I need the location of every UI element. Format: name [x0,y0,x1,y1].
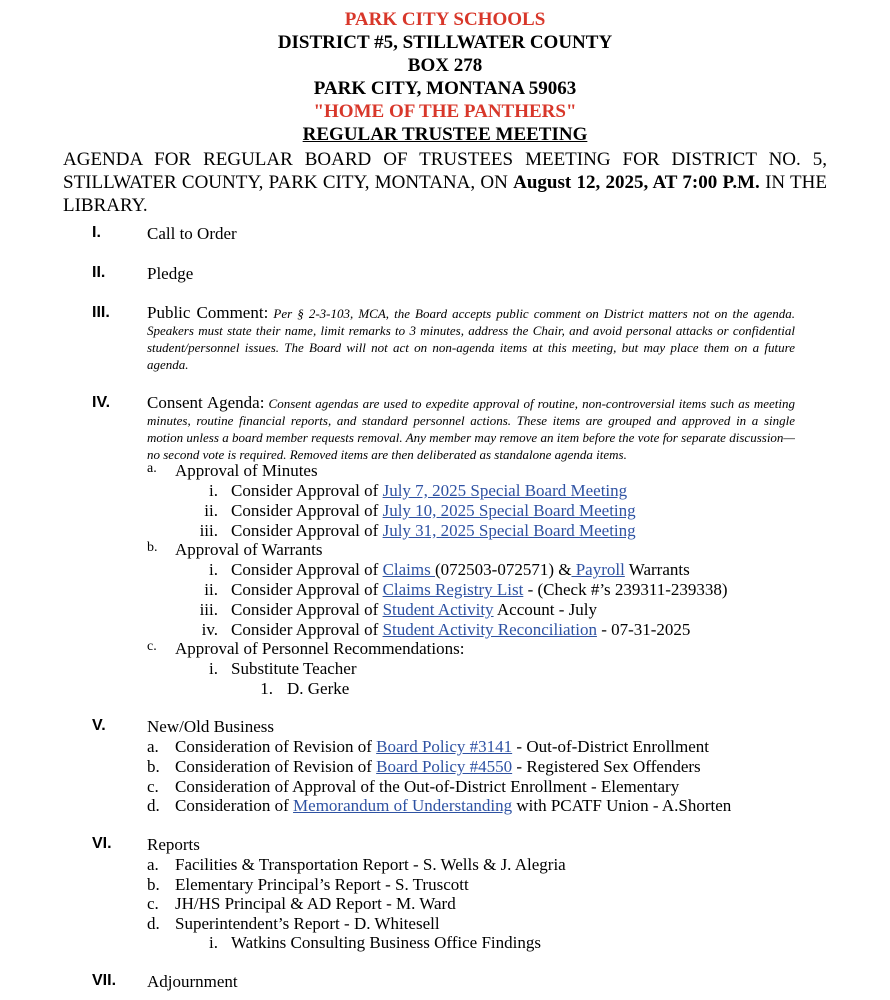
section-numeral: V. [92,717,106,734]
payroll-link[interactable]: Payroll [571,560,625,579]
section-numeral: I. [92,224,101,241]
consent-agenda-note: Consent agendas are used to expedite approval of routine, non-controversial items such as meeting minutes, routine financial reports, and standard personnel actions. These items are grouped and approved in a single motion unless a board member requests removal. Any member may remove an item before the vote for separate discussion—no second vote is required. Removed items are then deliberated as standalone agenda items. [147,396,795,462]
box-line: BOX 278 [407,55,483,76]
section-title: New/Old Business [147,717,275,736]
consent-agenda-paragraph [147,394,795,463]
district-line: DISTRICT #5, STILLWATER COUNTY [277,32,613,53]
minutes-link-july-7[interactable]: July 7, 2025 Special Board Meeting [382,481,628,500]
section-numeral: VII. [92,972,117,989]
memorandum-link[interactable]: Memorandum of Understanding [293,796,513,815]
subsection-title: Approval of Warrants [175,540,323,559]
board-policy-4550-link[interactable]: Board Policy #4550 [376,757,513,776]
agenda-intro [63,148,827,217]
section-numeral: VI. [92,835,112,852]
subsection-title: Approval of Personnel Recommendations: [175,639,465,658]
subsection-title: Approval of Minutes [175,461,318,480]
intro-location: IN THE LIBRARY. [63,172,827,216]
section-title: Adjournment [147,972,238,991]
school-name: PARK CITY SCHOOLS [344,9,546,30]
letterhead [0,0,890,146]
board-policy-3141-link[interactable]: Board Policy #3141 [376,737,513,756]
section-numeral: III. [92,304,110,321]
minutes-link-july-31[interactable]: July 31, 2025 Special Board Meeting [382,521,636,540]
meeting-date: August 12, 2025, AT 7:00 P.M. [513,172,760,193]
section-title: Reports [147,835,200,854]
minutes-link-july-10[interactable]: July 10, 2025 Special Board Meeting [382,501,636,520]
section-title: Call to Order [147,224,237,243]
public-comment-note: Per § 2-3-103, MCA, the Board accepts public comment on District matters not on the agenda. Speakers must state their name, limit remarks to 3 minutes, address the Chair, and avoid personal attacks or confidential student/personnel issues. The Board will not act on non-agenda items at this meeting, but may place them on a future agenda. [147,306,796,372]
student-activity-link[interactable]: Student Activity [382,600,494,619]
public-comment-paragraph [147,304,795,373]
section-title: Consent Agenda: [147,393,265,412]
intro-text: AGENDA FOR REGULAR BOARD OF TRUSTEES MEETING FOR DISTRICT NO. 5, STILLWATER COUNTY, PARK CITY, MONTANA, ON [63,149,827,193]
section-numeral: II. [92,264,106,281]
claims-link[interactable]: Claims [382,560,435,579]
section-numeral: IV. [92,394,111,411]
meeting-title: REGULAR TRUSTEE MEETING [302,124,588,145]
claims-registry-link[interactable]: Claims Registry List [382,580,524,599]
activity-reconciliation-link[interactable]: Student Activity Reconciliation [382,620,597,639]
section-title: Pledge [147,264,194,283]
city-line: PARK CITY, MONTANA 59063 [313,78,577,99]
motto: "HOME OF THE PANTHERS" [313,101,577,122]
section-title: Public Comment: [147,303,269,322]
